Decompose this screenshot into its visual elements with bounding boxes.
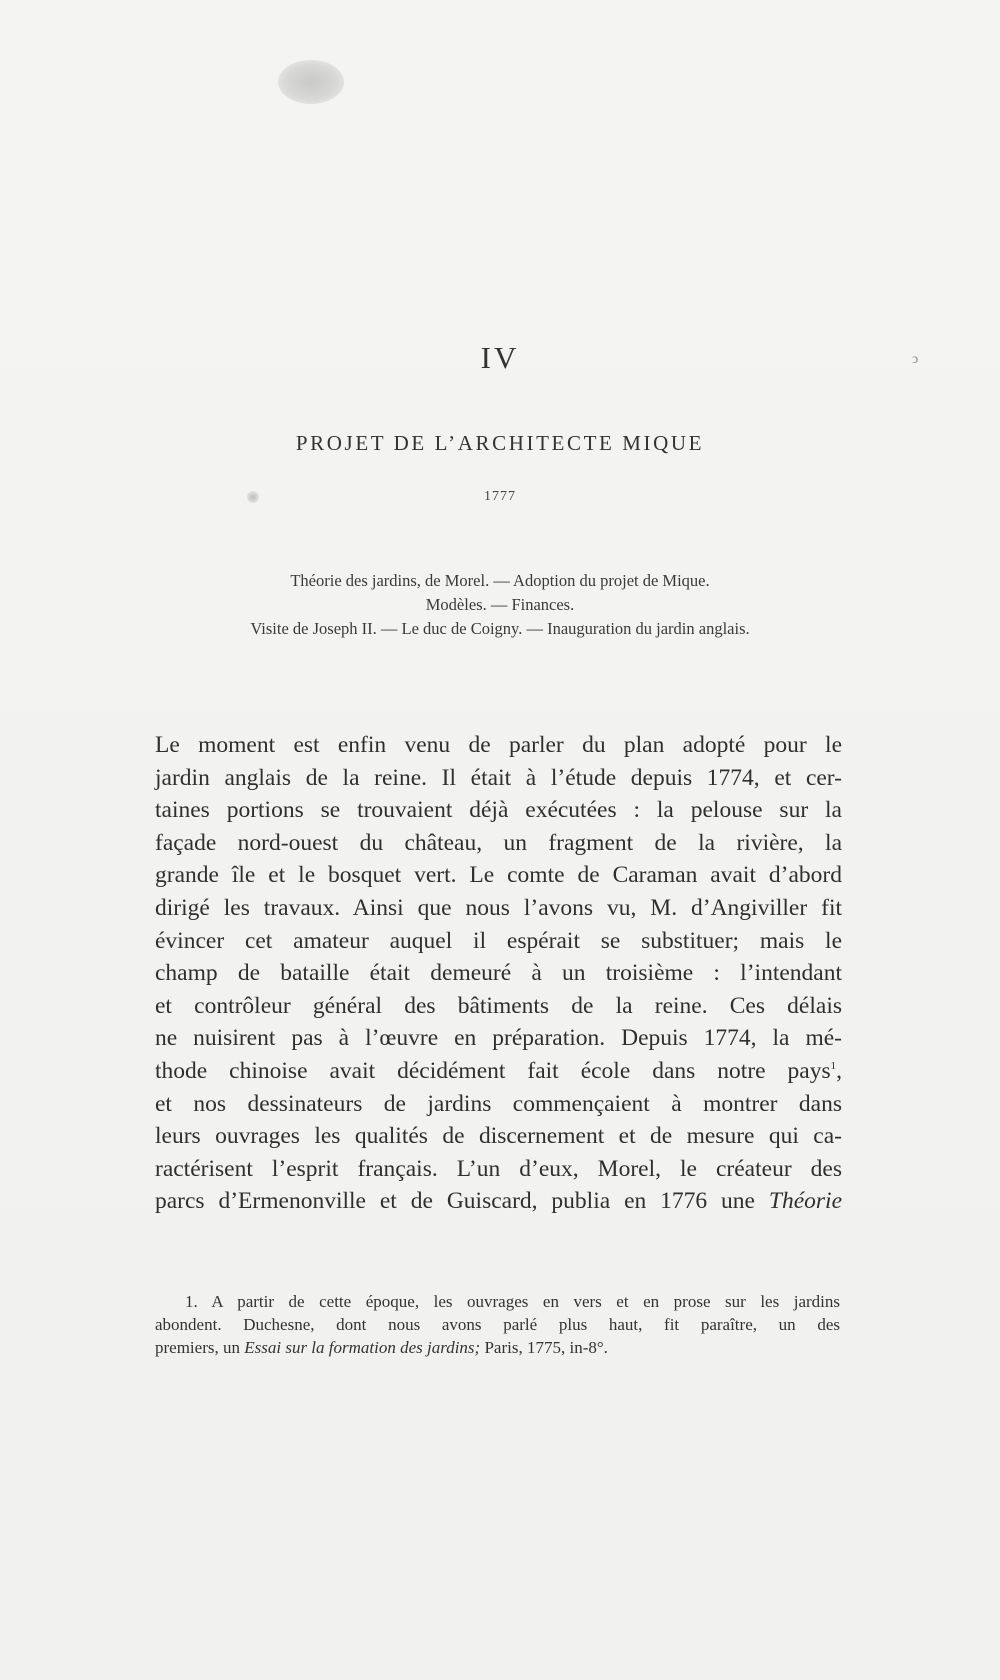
body-paragraph xyxy=(155,729,842,1218)
text-line: leurs ouvrages les qualités de discernement et de mesure qui ca- xyxy=(155,1123,842,1150)
footnote-text: A partir de cette époque, les ouvrages en vers et en prose sur les jardins xyxy=(211,1292,841,1311)
text-line: taines portions se trouvaient déjà exécutées : la pelouse sur la xyxy=(155,797,842,824)
footnote-text: Paris, 1775, in-8°. xyxy=(484,1338,608,1357)
footnote-text: premiers, un xyxy=(155,1338,240,1357)
text-line-content: thode chinoise avait décidément fait école dans notre pays xyxy=(155,1057,831,1084)
chapter-number: IV xyxy=(480,340,520,375)
text-line-content: parcs d’Ermenonville et de Guiscard, publia en 1776 une xyxy=(155,1188,755,1215)
text-line: jardin anglais de la reine. Il était à l’étude depuis 1774, et cer- xyxy=(155,764,842,791)
line-suffix: , xyxy=(836,1057,842,1084)
margin-mark: ↄ xyxy=(912,352,919,367)
text-line: façade nord-ouest du château, un fragment de la rivière, la xyxy=(155,829,842,856)
footnote-number: 1. xyxy=(185,1292,198,1311)
footnote-line xyxy=(155,1290,840,1313)
summary-line: Théorie des jardins, de Morel. — Adoption du projet de Mique. xyxy=(290,571,710,590)
summary-line: Modèles. — Finances. xyxy=(425,595,575,614)
text-line: dirigé les travaux. Ainsi que nous l’avons vu, M. d’Angiviller fit xyxy=(155,894,842,921)
footnote-book-title: Essai sur la formation des jardins; xyxy=(244,1338,481,1357)
footnote-line xyxy=(155,1336,840,1359)
text-line: et contrôleur général des bâtiments de la reine. Ces délais xyxy=(155,992,842,1019)
text-line: évincer cet amateur auquel il espérait se substituer; mais le xyxy=(155,927,842,954)
chapter-year: 1777 xyxy=(484,489,516,504)
text-line: ne nuisirent pas à l’œuvre en préparation. Depuis 1774, la mé- xyxy=(155,1025,842,1052)
chapter-summary xyxy=(0,569,1000,641)
text-line: grande île et le bosquet vert. Le comte de Caraman avait d’abord xyxy=(155,862,842,889)
footnote-line: abondent. Duchesne, dont nous avons parlé plus haut, fit paraître, un des xyxy=(155,1315,840,1334)
chapter-title: PROJET DE L’ARCHITECTE MIQUE xyxy=(295,431,705,455)
text-line: champ de bataille était demeuré à un troisième : l’intendant xyxy=(155,960,842,987)
text-line-with-footnote xyxy=(155,1055,842,1088)
text-line: ractérisent l’esprit français. L’un d’eux, Morel, le créateur des xyxy=(155,1155,842,1182)
ink-smudge xyxy=(278,60,344,104)
summary-line: Visite de Joseph II. — Le duc de Coigny. — Inauguration du jardin anglais. xyxy=(250,619,750,638)
text-line-last xyxy=(155,1185,842,1218)
footnote xyxy=(155,1290,840,1359)
footnote-reference: 1 xyxy=(830,1059,837,1072)
text-line: Le moment est enfin venu de parler du plan adopté pour le xyxy=(155,732,842,758)
italic-word: Théorie xyxy=(768,1188,842,1215)
text-line: et nos dessinateurs de jardins commençaient à montrer dans xyxy=(155,1090,842,1117)
